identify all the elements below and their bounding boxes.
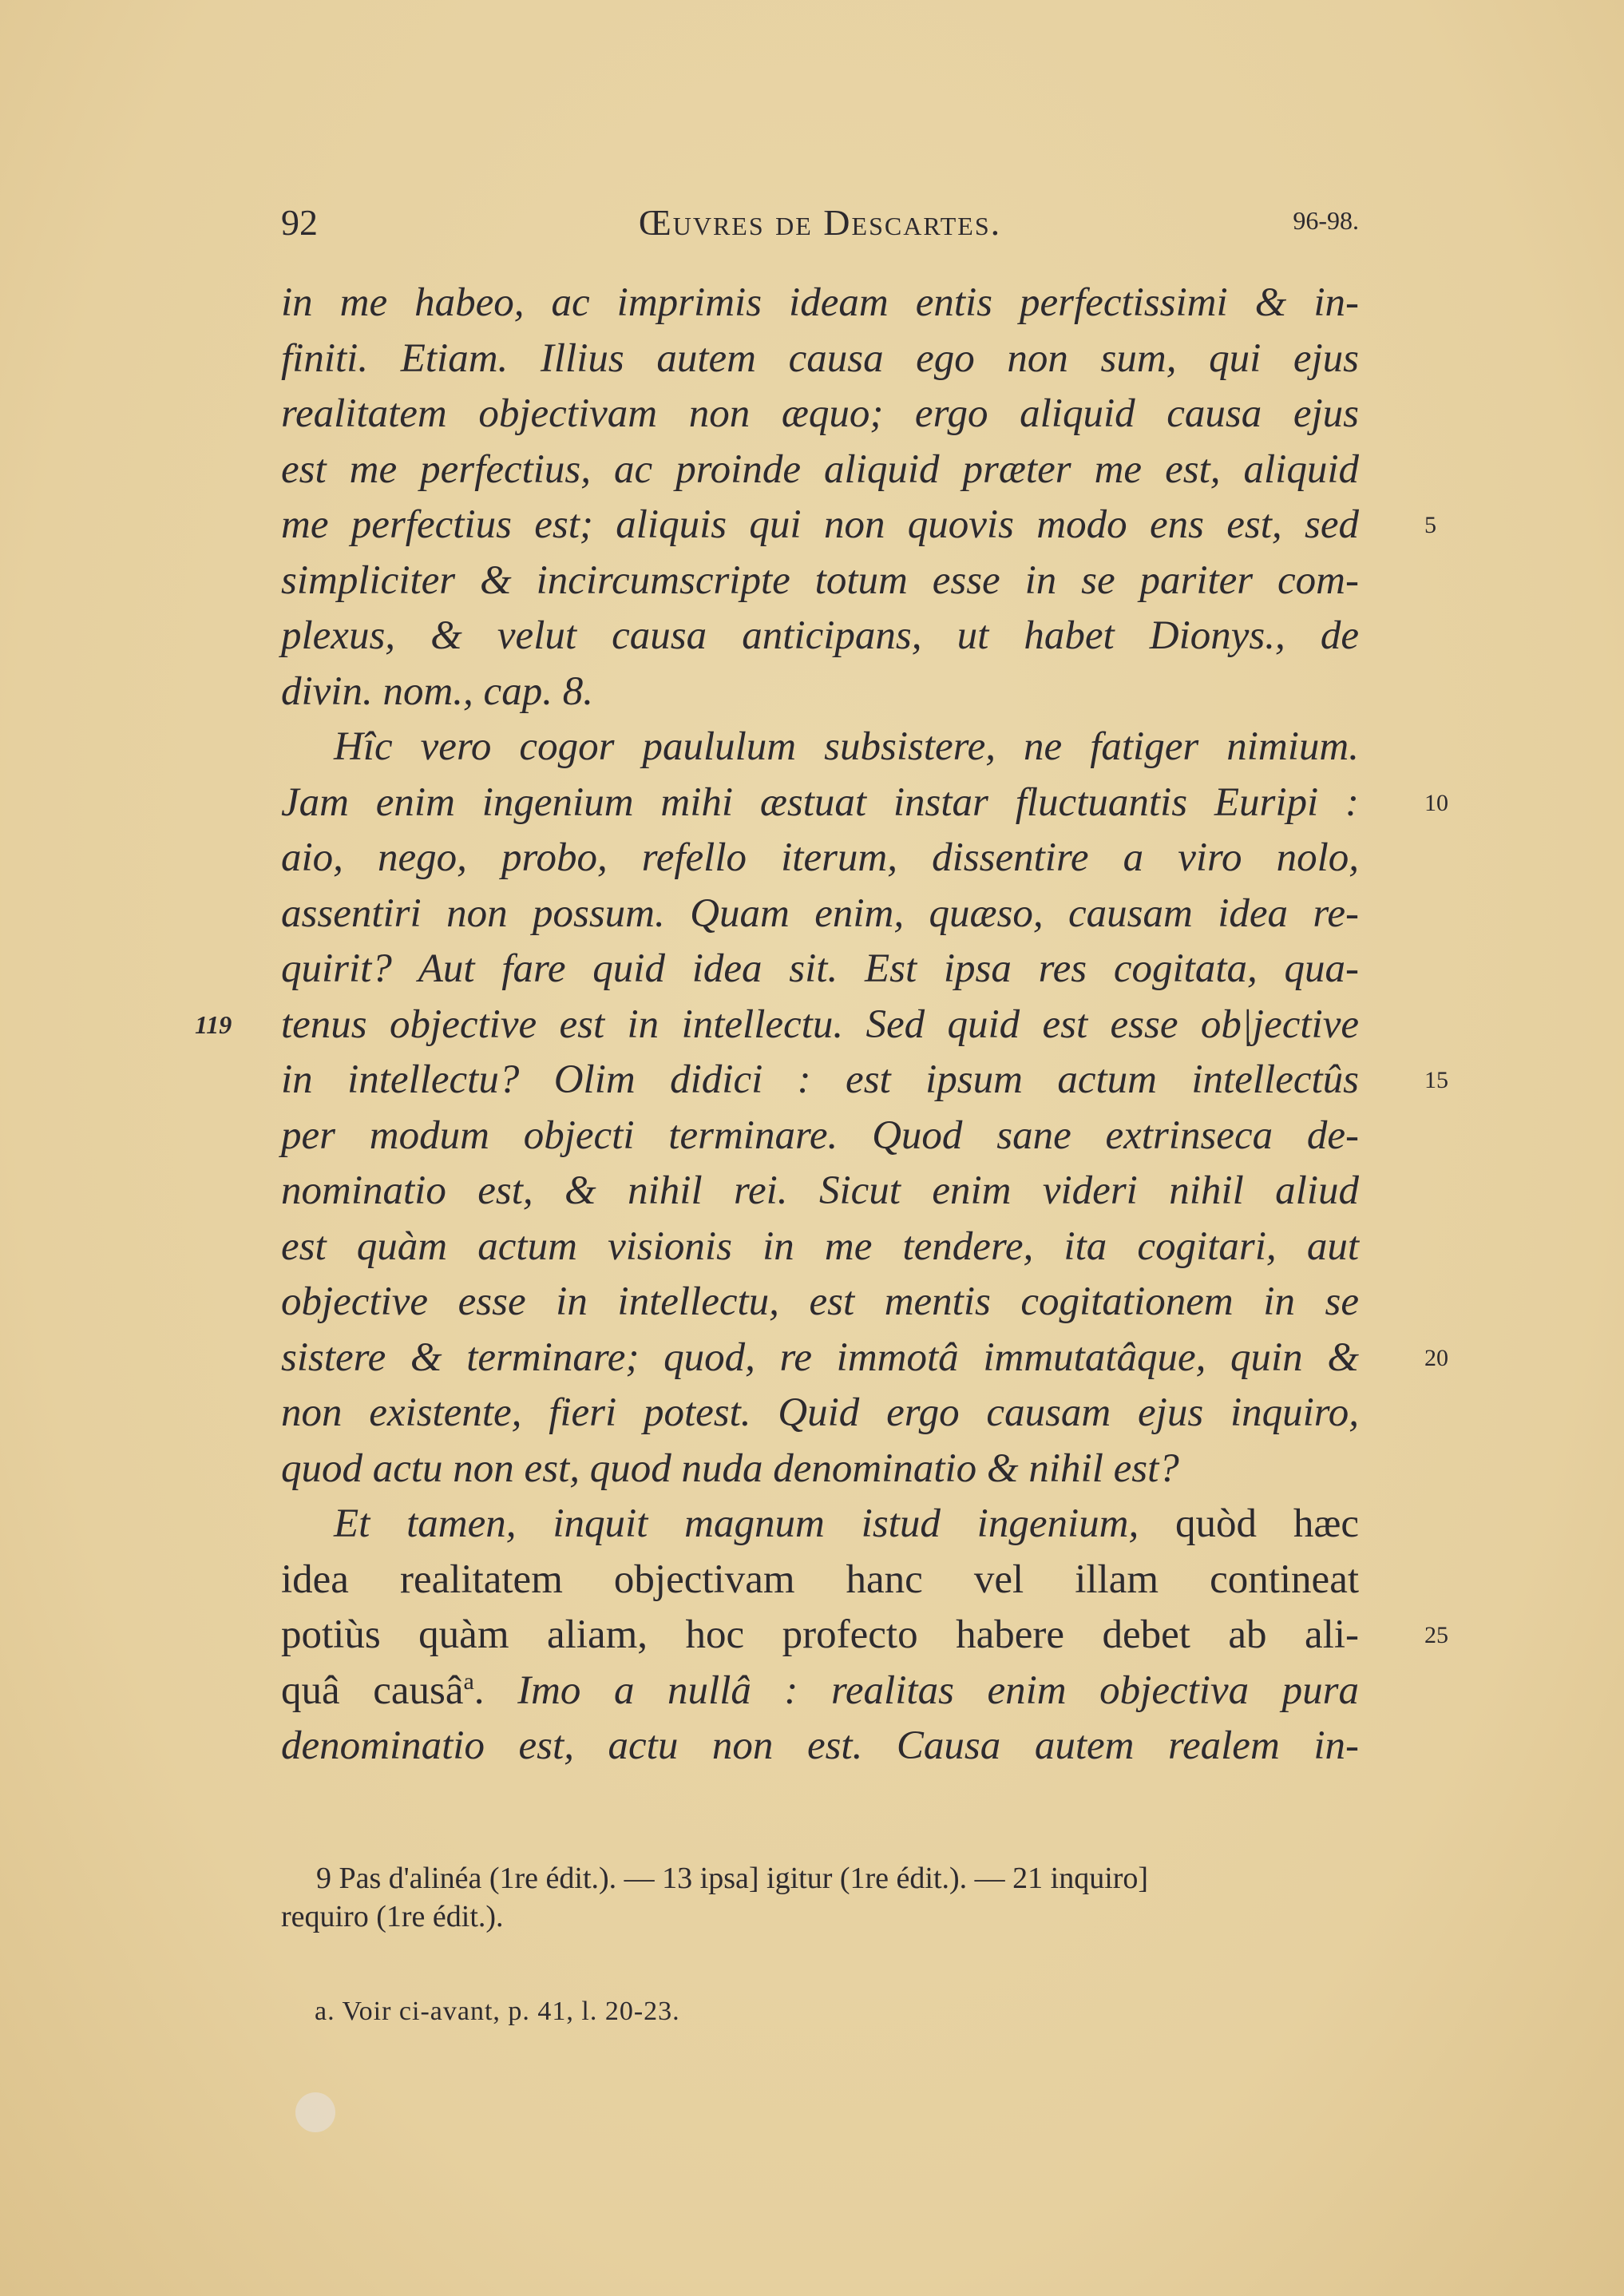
- critical-apparatus: [281, 1859, 1359, 1936]
- text-line: [281, 720, 1359, 775]
- text-line: [281, 831, 1359, 886]
- line-text: idea realitatem objectivam hanc vel illam contineat: [281, 1556, 1359, 1602]
- text-segment: a: [463, 1667, 474, 1695]
- text-line: [195, 997, 1359, 1053]
- line-number: 20: [1424, 1344, 1448, 1371]
- text-line: [281, 331, 1359, 387]
- text-line: [281, 498, 1436, 553]
- line-text: me perfectius est; aliquis qui non quovis modo ens est, sed: [281, 502, 1359, 547]
- text-line: [281, 387, 1359, 442]
- line-text: Hîc vero cogor paululum subsistere, ne fatiger nimium.: [334, 724, 1359, 769]
- text-segment: quòd hæc: [1139, 1501, 1360, 1546]
- text-line: [281, 664, 1359, 720]
- text-line: [281, 1664, 1359, 1719]
- line-text: est quàm actum visionis in me tendere, ita cogitari, aut: [281, 1223, 1359, 1269]
- text-segment: Imo a nullâ : realitas enim objectiva pura: [517, 1667, 1359, 1713]
- line-text: plexus, & velut causa anticipans, ut habet Dionys., de: [281, 613, 1359, 658]
- footnote-line: requiro (1re édit.).: [281, 1900, 504, 1933]
- text-segment: Et tamen, inquit magnum istud ingenium,: [334, 1501, 1139, 1546]
- line-text: objective esse in intellectu, est mentis cogitationem in se: [281, 1279, 1359, 1324]
- line-text: in intellectu? Olim didici : est ipsum actum intellectûs: [281, 1057, 1359, 1102]
- line-text: denominatio est, actu non est. Causa autem realem in-: [281, 1723, 1359, 1768]
- line-text: non existente, fieri potest. Quid ergo causam ejus inquiro,: [281, 1390, 1359, 1435]
- text-line: [281, 276, 1359, 331]
- text-line: [281, 942, 1359, 997]
- text-line: [281, 442, 1359, 498]
- text-line: [281, 1330, 1448, 1386]
- text-line: [281, 1608, 1448, 1664]
- line-text: assentiri non possum. Quam enim, quæso, causam idea re-: [281, 890, 1359, 936]
- text-line: [281, 1441, 1359, 1497]
- text-line: [281, 775, 1448, 831]
- line-text: potiùs quàm aliam, hoc profecto habere debet ab ali-: [281, 1612, 1359, 1657]
- line-text: finiti. Etiam. Illius autem causa ego non sum, qui ejus: [281, 335, 1359, 381]
- line-text: simpliciter & incircumscripte totum esse in se pariter com-: [281, 557, 1359, 603]
- text-line: [281, 1497, 1359, 1552]
- page-range: 96-98.: [1293, 206, 1359, 235]
- line-text: tenus objective est in intellectu. Sed quid est esse ob|jective: [281, 1001, 1359, 1047]
- line-number: 25: [1424, 1622, 1448, 1648]
- line-text: Jam enim ingenium mihi æstuat instar fluctuantis Euripi :: [281, 779, 1359, 825]
- text-line: [281, 886, 1359, 942]
- line-text: in me habeo, ac imprimis ideam entis perfectissimi & in-: [281, 280, 1359, 325]
- text-segment: .: [473, 1667, 518, 1713]
- line-text: per modum objecti terminare. Quod sane extrinseca de-: [281, 1112, 1359, 1158]
- footnote-line: 9 Pas d'alinéa (1re édit.). — 13 ipsa] igitur (1re édit.). — 21 inquiro]: [316, 1862, 1149, 1895]
- text-line: [281, 553, 1359, 609]
- text-line: [281, 1164, 1359, 1219]
- text-line: [281, 609, 1359, 664]
- main-text: [195, 276, 1448, 1775]
- paper-stain: [295, 2092, 335, 2132]
- page-number: 92: [281, 202, 318, 243]
- line-text: est me perfectius, ac proinde aliquid præter me est, aliquid: [281, 446, 1359, 492]
- line-text: aio, nego, probo, refello iterum, dissentire a viro nolo,: [281, 835, 1359, 880]
- text-line: [281, 1053, 1448, 1108]
- text-line: [281, 1275, 1359, 1330]
- line-number: 5: [1424, 512, 1436, 538]
- line-text: divin. nom., cap. 8.: [281, 668, 593, 714]
- text-line: [281, 1719, 1359, 1775]
- line-text: quod actu non est, quod nuda denominatio & nihil est?: [281, 1445, 1179, 1491]
- running-header: [281, 201, 1359, 249]
- line-text: sistere & terminare; quod, re immotâ immutatâque, quin &: [281, 1334, 1359, 1380]
- text-segment: quâ causâ: [281, 1667, 464, 1713]
- line-text: nominatio est, & nihil rei. Sicut enim videri nihil aliud: [281, 1168, 1359, 1213]
- text-line: [281, 1552, 1359, 1608]
- text-line: [281, 1386, 1359, 1441]
- margin-page-reference: 119: [195, 1009, 232, 1039]
- running-title: Œuvres de Descartes.: [638, 202, 1002, 243]
- footnote-a: a. Voir ci-avant, p. 41, l. 20-23.: [315, 1997, 680, 2026]
- line-number: 10: [1424, 789, 1448, 816]
- line-text: realitatem objectivam non æquo; ergo aliquid causa ejus: [281, 391, 1359, 436]
- line-text: quirit? Aut fare quid idea sit. Est ipsa res cogitata, qua-: [281, 946, 1359, 991]
- text-line: [281, 1108, 1359, 1164]
- line-number: 15: [1424, 1067, 1448, 1093]
- text-line: [281, 1219, 1359, 1275]
